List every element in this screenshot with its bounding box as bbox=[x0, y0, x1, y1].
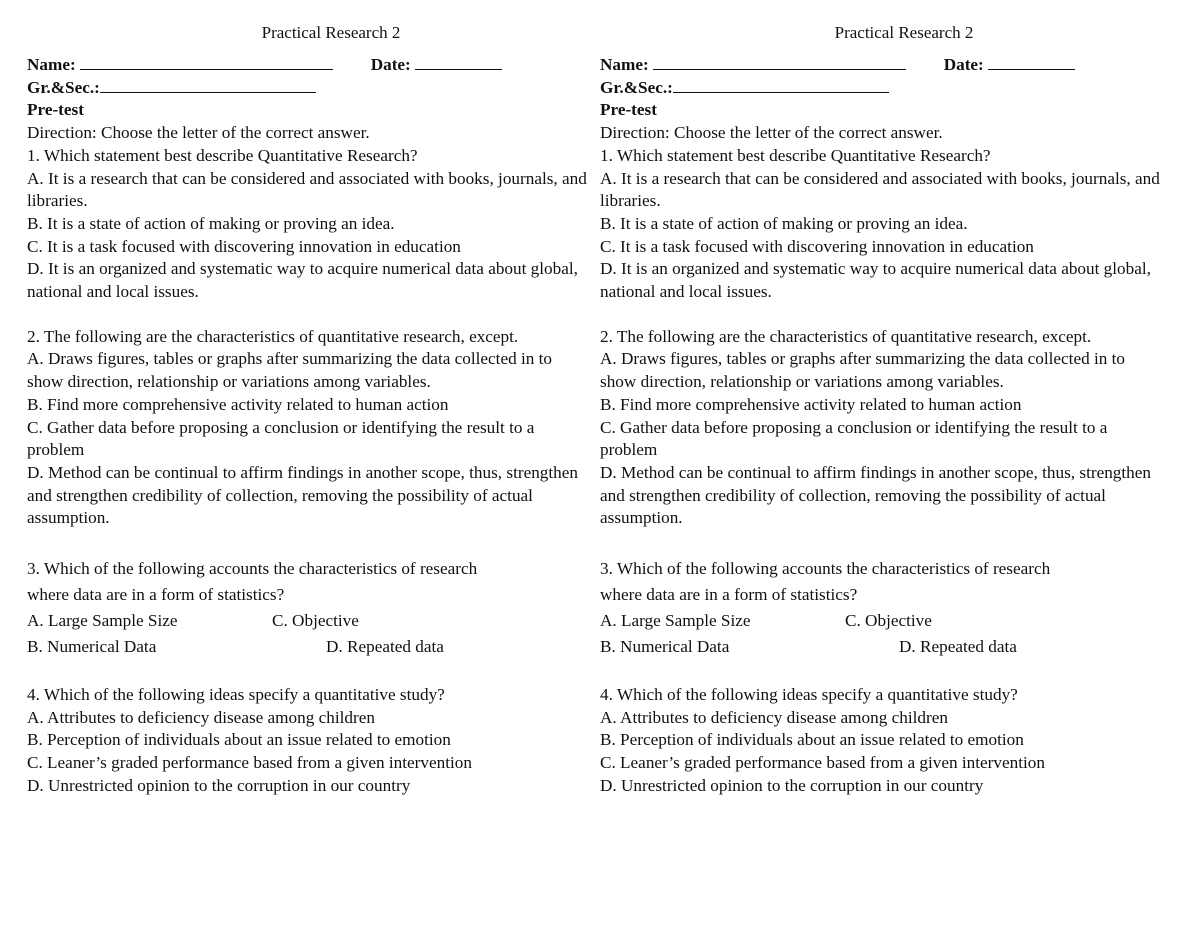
grade-section-row bbox=[27, 77, 587, 100]
choice-a: A. Attributes to deficiency disease among children bbox=[27, 707, 375, 727]
question-4 bbox=[600, 684, 1160, 798]
name-label: Name: bbox=[27, 55, 76, 74]
date-field[interactable] bbox=[988, 54, 1075, 70]
name-date-row bbox=[27, 54, 587, 77]
choice-d: D. Method can be continual to affirm findings in another scope, thus, strengthen and strengthen credibility of collection, removing the possibility of actual assumption. bbox=[27, 462, 578, 528]
grade-section-row bbox=[600, 77, 1160, 100]
date-label: Date: bbox=[943, 55, 984, 74]
choices-row-2 bbox=[600, 634, 1160, 660]
question-1 bbox=[27, 145, 587, 304]
choices-row-1 bbox=[600, 608, 1160, 634]
date-field[interactable] bbox=[415, 54, 502, 70]
choices-row-2 bbox=[27, 634, 587, 660]
choice-c: C. Leaner’s graded performance based from a given intervention bbox=[600, 753, 1045, 773]
question-text: 2. The following are the characteristics of quantitative research, except. bbox=[600, 326, 1092, 346]
question-text: 1. Which statement best describe Quantitative Research? bbox=[27, 145, 418, 165]
choice-a: A. Draws figures, tables or graphs after summarizing the data collected in to show direction, relationship or variations among variables. bbox=[600, 349, 1125, 392]
section-title: Pre-test bbox=[27, 100, 84, 120]
choice-c: C. Gather data before proposing a conclusion or identifying the result to a problem bbox=[600, 417, 1108, 460]
date-label: Date: bbox=[370, 55, 411, 74]
name-field[interactable] bbox=[80, 54, 333, 70]
question-text-line1: 3. Which of the following accounts the characteristics of research bbox=[27, 559, 478, 579]
question-text: 4. Which of the following ideas specify a quantitative study? bbox=[600, 685, 1018, 705]
question-text-line1: 3. Which of the following accounts the characteristics of research bbox=[600, 559, 1051, 579]
question-3 bbox=[27, 556, 587, 660]
choice-d: D. Method can be continual to affirm findings in another scope, thus, strengthen and strengthen credibility of collection, removing the possibility of actual assumption. bbox=[600, 462, 1151, 528]
direction-text: Direction: Choose the letter of the correct answer. bbox=[600, 123, 943, 143]
choice-d: D. It is an organized and systematic way to acquire numerical data about global, national and local issues. bbox=[27, 259, 578, 302]
name-field[interactable] bbox=[653, 54, 906, 70]
question-text-line2: where data are in a form of statistics? bbox=[600, 585, 858, 605]
choice-b: B. Perception of individuals about an issue related to emotion bbox=[27, 730, 451, 750]
choice-d: D. Repeated data bbox=[326, 637, 444, 657]
grade-section-field[interactable] bbox=[100, 77, 316, 93]
choice-d: D. Unrestricted opinion to the corruption in our country bbox=[600, 775, 984, 795]
choice-b: B. Perception of individuals about an issue related to emotion bbox=[600, 730, 1024, 750]
choice-d: D. Repeated data bbox=[899, 637, 1017, 657]
sheet-title: Practical Research 2 bbox=[834, 23, 974, 42]
choice-b: B. Numerical Data bbox=[27, 637, 157, 657]
choice-b: B. Find more comprehensive activity related to human action bbox=[27, 394, 449, 414]
choice-a: A. It is a research that can be considered and associated with books, journals, and libraries. bbox=[27, 168, 587, 211]
choice-c: C. Objective bbox=[845, 611, 932, 631]
choice-b: B. Find more comprehensive activity related to human action bbox=[600, 394, 1022, 414]
name-date-row bbox=[600, 54, 1160, 77]
choice-c: C. It is a task focused with discovering innovation in education bbox=[27, 236, 461, 256]
question-4 bbox=[27, 684, 587, 798]
grade-section-field[interactable] bbox=[673, 77, 889, 93]
grade-section-label: Gr.&Sec.: bbox=[27, 77, 100, 97]
section-title: Pre-test bbox=[600, 100, 657, 120]
question-1 bbox=[600, 145, 1160, 304]
choice-a: A. Draws figures, tables or graphs after summarizing the data collected in to show direction, relationship or variations among variables. bbox=[27, 349, 552, 392]
question-text: 2. The following are the characteristics of quantitative research, except. bbox=[27, 326, 519, 346]
choice-d: D. Unrestricted opinion to the corruption in our country bbox=[27, 775, 411, 795]
question-3 bbox=[600, 556, 1160, 660]
test-sheet-right bbox=[600, 0, 1160, 798]
question-text-line2: where data are in a form of statistics? bbox=[27, 585, 285, 605]
choice-b: B. It is a state of action of making or proving an idea. bbox=[27, 213, 395, 233]
question-text: 4. Which of the following ideas specify a quantitative study? bbox=[27, 685, 445, 705]
grade-section-label: Gr.&Sec.: bbox=[600, 77, 673, 97]
question-text: 1. Which statement best describe Quantitative Research? bbox=[600, 145, 991, 165]
choice-d: D. It is an organized and systematic way to acquire numerical data about global, national and local issues. bbox=[600, 259, 1151, 302]
choice-b: B. Numerical Data bbox=[600, 637, 730, 657]
direction-text: Direction: Choose the letter of the correct answer. bbox=[27, 123, 370, 143]
choice-b: B. It is a state of action of making or proving an idea. bbox=[600, 213, 968, 233]
choice-a: A. Large Sample Size bbox=[600, 611, 751, 631]
choice-a: A. Attributes to deficiency disease among children bbox=[600, 707, 948, 727]
question-2 bbox=[600, 326, 1160, 530]
choice-a: A. Large Sample Size bbox=[27, 611, 178, 631]
name-label: Name: bbox=[600, 55, 649, 74]
choices-row-1 bbox=[27, 608, 587, 634]
choice-c: C. Leaner’s graded performance based from a given intervention bbox=[27, 753, 472, 773]
question-2 bbox=[27, 326, 587, 530]
choice-c: C. Gather data before proposing a conclusion or identifying the result to a problem bbox=[27, 417, 535, 460]
test-sheet-left bbox=[27, 0, 587, 798]
choice-c: C. It is a task focused with discovering innovation in education bbox=[600, 236, 1034, 256]
choice-c: C. Objective bbox=[272, 611, 359, 631]
sheet-title: Practical Research 2 bbox=[261, 23, 401, 42]
choice-a: A. It is a research that can be considered and associated with books, journals, and libraries. bbox=[600, 168, 1160, 211]
